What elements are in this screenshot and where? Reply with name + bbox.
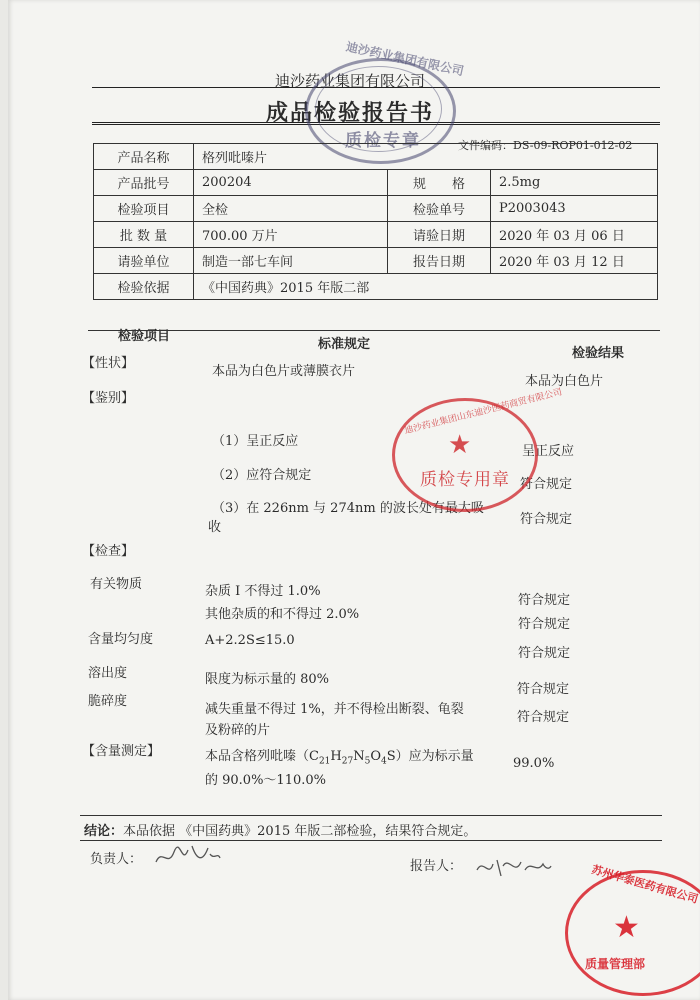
report-no-value: P2003043 [491, 196, 658, 222]
corner-seal-ring: 苏州华泰医药有限公司 [590, 863, 700, 906]
basis-label: 检验依据 [94, 274, 194, 300]
assay-standard-2: 的 90.0%～110.0% [205, 773, 326, 788]
conclusion-text: 本品依据 《中国药典》2015 年版二部检验，结果符合规定。 [123, 824, 477, 839]
friability-standard-2: 及粉碎的片 [205, 723, 271, 738]
file-code-label: 文件编码： [458, 139, 513, 152]
column-header-rule [88, 330, 660, 331]
related-substances-label: 有关物质 [90, 577, 143, 592]
related-substances-standard-2: 其他杂质的和不得过 2.0% [205, 607, 360, 622]
appearance-standard: 本品为白色片或薄膜衣片 [212, 364, 356, 379]
star-icon: ★ [448, 430, 472, 460]
identification-standard-2: （2）应符合规定 [212, 468, 312, 483]
content-uniformity-result: 符合规定 [518, 646, 571, 661]
related-substances-result-1: 符合规定 [518, 593, 571, 608]
request-unit-label: 请验单位 [94, 248, 194, 274]
quantity-label: 批 数 量 [94, 222, 194, 248]
friability-standard-1: 减失重量不得过 1%，并不得检出断裂、龟裂 [205, 702, 464, 717]
formula-h-count: 27 [341, 756, 354, 767]
red-qc-stamp-ring: 迪沙药业集团山东迪沙医药商贸有限公司 [403, 387, 564, 437]
column-header-result: 检验结果 [572, 346, 625, 361]
dissolution-standard: 限度为标示量的 80% [205, 672, 330, 687]
table-row [94, 248, 658, 274]
product-info-table [93, 143, 658, 300]
column-header-item: 检验项目 [118, 329, 171, 344]
assay-standard-1-pre: 本品含格列吡嗪（C [205, 749, 319, 764]
identification-standard-1: （1）呈正反应 [212, 434, 299, 449]
assay-standard-1 [205, 745, 474, 767]
qc-seal-text: 质检专章 [345, 131, 421, 151]
report-date-value: 2020 年 03 月 12 日 [491, 248, 658, 274]
request-unit-value: 制造一部七车间 [194, 248, 388, 274]
responsible-signature [152, 838, 222, 872]
request-date-value: 2020 年 03 月 06 日 [491, 222, 658, 248]
report-no-label: 检验单号 [388, 196, 491, 222]
identification-result-2: 符合规定 [520, 477, 573, 492]
appearance-result: 本品为白色片 [525, 374, 604, 389]
product-name-value: 格列吡嗪片 [194, 144, 658, 170]
column-header-standard: 标准规定 [318, 337, 371, 352]
identification-standard-3: （3）在 226nm 与 274nm 的波长处有最大吸 [212, 501, 484, 516]
formula-c-count: 21 [318, 756, 331, 767]
formula-n-count: 5 [364, 756, 371, 767]
conclusion-label: 结论： [84, 824, 124, 839]
content-uniformity-standard: A+2.2S≤15.0 [205, 633, 295, 648]
assay-standard-1-post: S）应为标示量 [386, 749, 474, 764]
qc-seal-ring-text: 迪沙药业集团有限公司 [344, 39, 466, 79]
reporter-label: 报告人： [410, 859, 463, 874]
spec-label: 规 格 [388, 170, 491, 196]
batch-label: 产品批号 [94, 170, 194, 196]
corner-seal-text: 质量管理部 [585, 957, 646, 971]
basis-value: 《中国药典》2015 年版二部 [194, 274, 658, 300]
related-substances-standard-1: 杂质 I 不得过 1.0% [205, 584, 321, 599]
reporter-signature [473, 852, 553, 884]
identification-standard-3-cont: 收 [208, 520, 222, 535]
formula-h: H [330, 749, 342, 764]
batch-value: 200204 [194, 170, 388, 196]
section-identification-title: 【鉴别】 [82, 391, 135, 406]
table-row [94, 170, 658, 196]
report-date-label: 报告日期 [388, 248, 491, 274]
request-date-label: 请验日期 [388, 222, 491, 248]
identification-result-1: 呈正反应 [522, 444, 575, 459]
assay-result: 99.0% [513, 756, 555, 771]
company-name: 迪沙药业集团有限公司 [274, 72, 425, 90]
friability-label: 脆碎度 [88, 694, 128, 709]
dissolution-result: 符合规定 [517, 682, 570, 697]
section-assay-title: 【含量测定】 [82, 744, 161, 759]
table-row [94, 274, 658, 300]
file-code-value: DS-09-ROP01-012-02 [513, 139, 633, 152]
spec-value: 2.5mg [491, 170, 658, 196]
dissolution-label: 溶出度 [88, 666, 128, 681]
section-appearance-title: 【性状】 [82, 356, 135, 371]
conclusion-top-rule [80, 815, 662, 816]
section-examination-title: 【检查】 [82, 544, 135, 559]
responsible-label: 负责人： [90, 852, 143, 867]
formula-o: O [370, 749, 381, 764]
table-row [94, 144, 658, 170]
star-icon: ★ [613, 910, 640, 945]
table-row [94, 222, 658, 248]
red-qc-stamp-text: 质检专用章 [420, 470, 510, 490]
table-row [94, 196, 658, 222]
formula-n: N [353, 749, 365, 764]
inspection-item-label: 检验项目 [94, 196, 194, 222]
related-substances-result-2: 符合规定 [518, 617, 571, 632]
quantity-value: 700.00 万片 [194, 222, 388, 248]
inspection-item-value: 全检 [194, 196, 388, 222]
friability-result: 符合规定 [517, 710, 570, 725]
identification-result-3: 符合规定 [520, 512, 573, 527]
conclusion [84, 820, 476, 839]
report-title: 成品检验报告书 [265, 100, 434, 126]
content-uniformity-label: 含量均匀度 [88, 632, 154, 647]
formula-o-count: 4 [380, 756, 387, 767]
product-name-label: 产品名称 [94, 144, 194, 170]
